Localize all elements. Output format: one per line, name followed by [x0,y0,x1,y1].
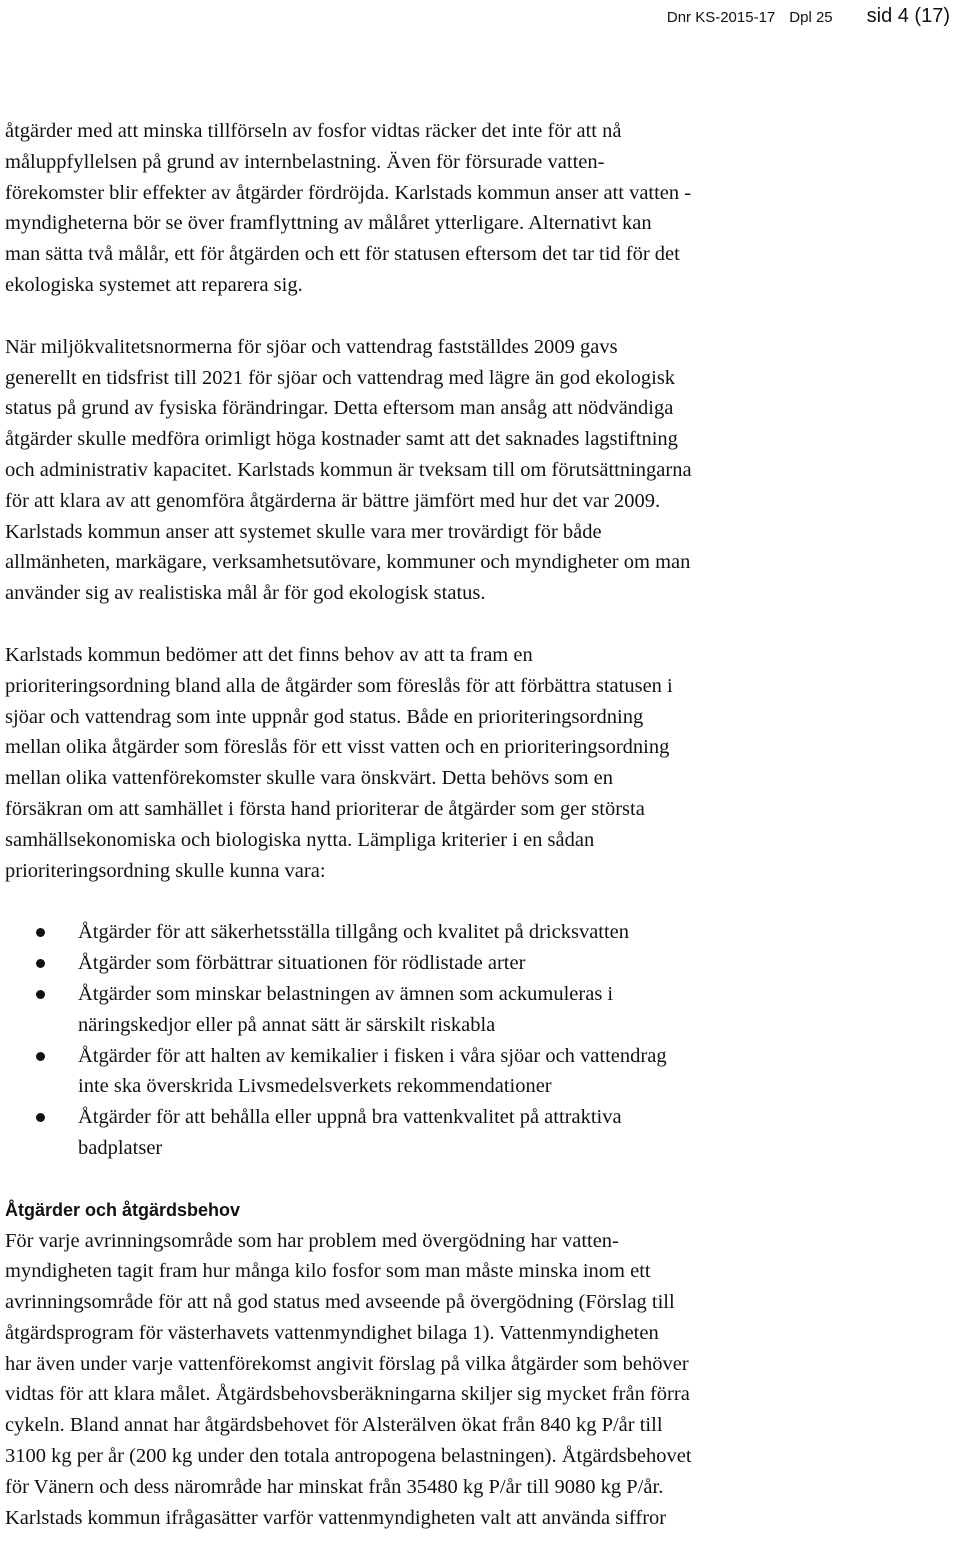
text-line: mellan olika åtgärder som föreslås för ett visst vatten och en prioriteringsordning [5,736,670,759]
bullet-icon [36,1113,45,1122]
text-line: använder sig av realistiska mål år för god ekologisk status. [5,582,486,605]
text-line: prioriteringsordning bland alla de åtgärder som föreslås för att förbättra statusen i [5,674,673,697]
section-paragraph [5,1226,953,1534]
list-item [5,1102,953,1164]
text-line: ekologiska systemet att reparera sig. [5,273,303,296]
list-item [5,917,953,948]
text-line: Karlstads kommun bedömer att det finns behov av att ta fram en [5,643,533,666]
list-item-text: näringskedjor eller på annat sätt är särskilt riskabla [78,1013,496,1036]
text-line: för att klara av att genomföra åtgärderna är bättre jämfört med hur det var 2009. [5,489,661,512]
list-item [5,1041,953,1103]
list-item-text: Åtgärder för att behålla eller uppnå bra vattenkvalitet på attraktiva [78,1106,622,1129]
text-line: myndigheten tagit fram hur många kilo fosfor som man måste minska inom ett [5,1260,651,1283]
text-line: cykeln. Bland annat har åtgärdsbehovet för Alsterälven ökat från 840 kg P/år till [5,1414,663,1437]
criteria-list [5,917,953,1163]
paragraph-1 [5,116,953,301]
text-line: vidtas för att klara målet. Åtgärdsbehovsberäkningarna skiljer sig mycket från förra [5,1383,690,1406]
list-item-text: badplatser [78,1136,163,1159]
text-line: Karlstads kommun anser att systemet skulle vara mer trovärdigt för både [5,520,602,543]
paragraph-3 [5,640,953,886]
list-item-text: Åtgärder för att säkerhetsställa tillgång och kvalitet på dricksvatten [78,921,630,944]
text-line: 3100 kg per år (200 kg under den totala antropogena belastningen). Åtgärdsbehovet [5,1445,692,1468]
list-item [5,948,953,979]
bullet-icon [36,1052,45,1061]
bullet-icon [36,928,45,937]
list-item [5,979,953,1041]
list-item-text: Åtgärder som minskar belastningen av ämnen som ackumuleras i [78,982,614,1005]
list-item-text: Åtgärder för att halten av kemikalier i fisken i våra sjöar och vattendrag [78,1044,667,1067]
list-item-text: inte ska överskrida Livsmedelsverkets rekommendationer [78,1075,552,1098]
document-part: Dpl 25 [789,9,833,26]
text-line: För varje avrinningsområde som har problem med övergödning har vatten- [5,1229,619,1252]
text-line: för Vänern och dess närområde har minskat från 35480 kg P/år till 9080 kg P/år. [5,1475,664,1498]
text-line: har även under varje vattenförekomst angivit förslag på vilka åtgärder som behöver [5,1352,689,1375]
document-body [5,116,953,1533]
text-line: allmänheten, markägare, verksamhetsutövare, kommuner och myndigheter om man [5,551,691,574]
page-number: sid 4 (17) [866,5,950,27]
page-header [667,5,950,28]
bullet-icon [36,959,45,968]
document-number: Dnr KS-2015-17 [666,9,776,26]
text-line: myndigheterna bör se över framflyttning av målåret ytterligare. Alternativt kan [5,212,652,235]
text-line: man sätta två målår, ett för åtgärden och ett för statusen eftersom det tar tid för det [5,243,680,266]
text-line: åtgärder skulle medföra orimligt höga kostnader samt att det saknades lagstiftning [5,428,678,451]
text-line: Karlstads kommun ifrågasätter varför vattenmyndigheten valt att använda siffror [5,1506,667,1529]
text-line: mellan olika vattenförekomster skulle vara önskvärt. Detta behövs som en [5,767,613,790]
text-line: måluppfyllelsen på grund av internbelastning. Även för försurade vatten- [5,150,605,173]
text-line: avrinningsområde för att nå god status med avseende på övergödning (Förslag till [5,1291,675,1314]
text-line: När miljökvalitetsnormerna för sjöar och vattendrag fastställdes 2009 gavs [5,335,618,358]
text-line: sjöar och vattendrag som inte uppnår god status. Både en prioriteringsordning [5,705,644,728]
paragraph-2 [5,332,953,609]
bullet-icon [36,990,45,999]
text-line: försäkran om att samhället i första hand prioriterar de åtgärder som ger största [5,797,645,820]
text-line: åtgärdsprogram för västerhavets vattenmyndighet bilaga 1). Vattenmyndigheten [5,1321,659,1344]
text-line: och administrativ kapacitet. Karlstads kommun är tveksam till om förutsättningarna [5,458,692,481]
section-heading: Åtgärder och åtgärdsbehov [5,1199,241,1220]
text-line: prioriteringsordning skulle kunna vara: [5,859,326,882]
text-line: generellt en tidsfrist till 2021 för sjöar och vattendrag med lägre än god ekologisk [5,366,676,389]
text-line: åtgärder med att minska tillförseln av fosfor vidtas räcker det inte för att nå [5,120,622,142]
text-line: status på grund av fysiska förändringar. Detta eftersom man ansåg att nödvändiga [5,397,674,420]
text-line: förekomster blir effekter av åtgärder fördröjda. Karlstads kommun anser att vatten - [5,181,692,204]
list-item-text: Åtgärder som förbättrar situationen för rödlistade arter [78,952,526,975]
text-line: samhällsekonomiska och biologiska nytta. Lämpliga kriterier i en sådan [5,828,595,851]
